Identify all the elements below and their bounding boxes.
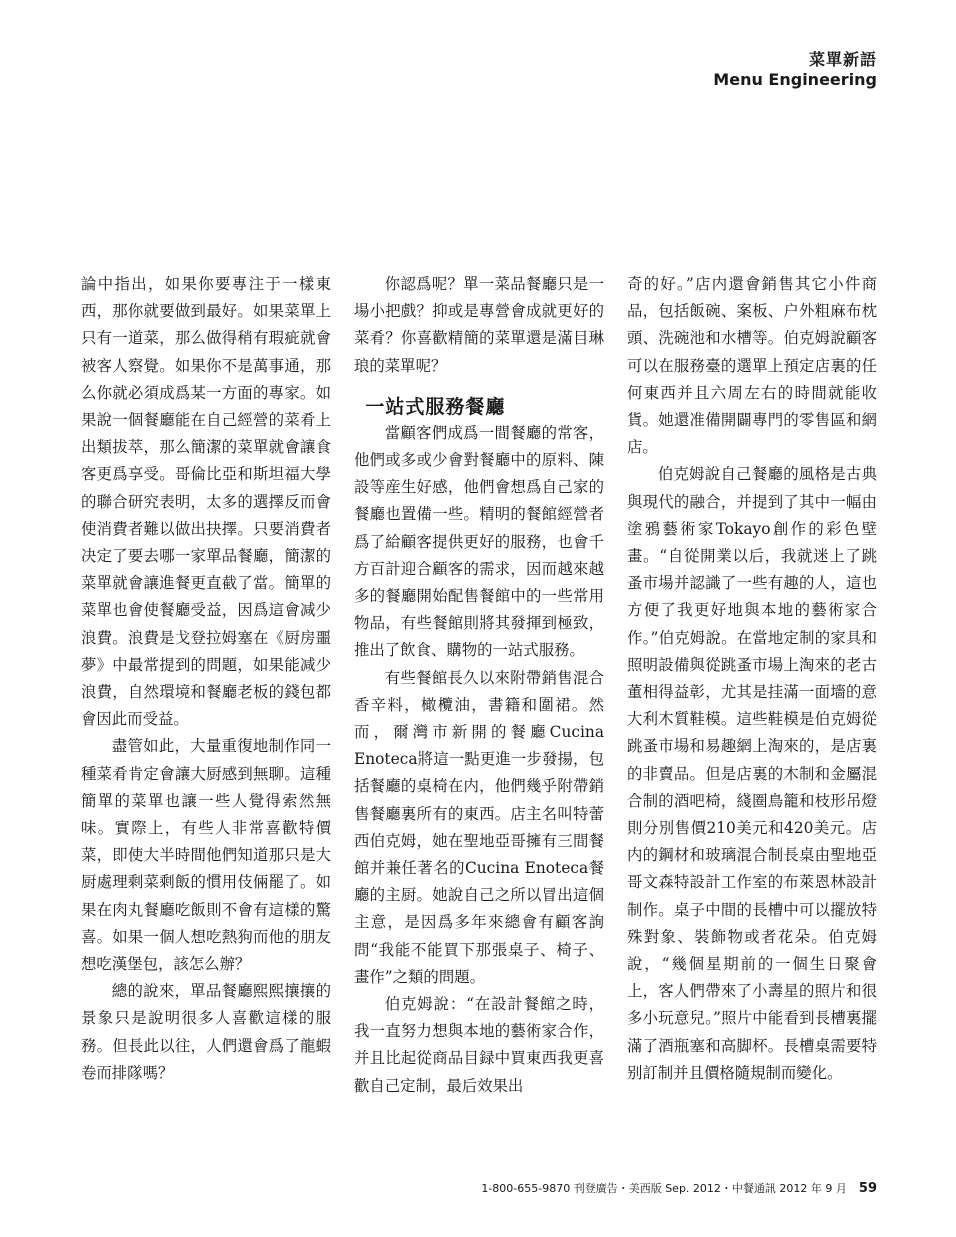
- paragraph: 論中指出，如果你要專注于一樣東西，那你就要做到最好。如果菜單上只有一道菜，那么做得稍有瑕疵就會被客人察覺。如果你不是萬事通，那么你就必須成爲某一方面的專家。如果說一個餐廳能在自己經營的菜肴上出類拔萃，那么簡潔的菜單就會讓食客更爲享受。哥倫比亞和斯坦福大學的聯合研究表明，太多的選擇反而會使消費者難以做出抉擇。只要消費者决定了要去哪一家單品餐廳，簡潔的菜單就會讓進餐更直截了當。簡單的菜單也會使餐廳受益，因爲這會减少浪費。浪費是戈登拉姆塞在《厨房噩夢》中最常提到的問題，如果能减少浪費，自然環境和餐廳老板的錢包都會因此而受益。: [81, 275, 331, 729]
- paragraph: 總的說來，單品餐廳熙熙攘攘的景象只是說明很多人喜歡這樣的服務。但長此以往，人們還會爲了龍蝦卷而排隊嗎？: [81, 982, 331, 1082]
- footer-text: 1-800-655-9870 刊登廣告・美西版 Sep. 2012・中餐通訊 2012 年 9 月: [481, 1182, 847, 1195]
- page-number: 59: [858, 1181, 877, 1196]
- paragraph: 奇的好。”店内還會銷售其它小件商品，包括飯碗、案板、户外粗麻布枕頭、洗碗池和水槽等。伯克姆說顧客可以在服務臺的選單上預定店裏的任何東西并且六周左右的時間就能收貨。她還准備開闢專門的零售區和網店。: [627, 275, 877, 457]
- section-heading: 一站式服務餐廳: [365, 395, 506, 418]
- page-footer: [481, 1181, 877, 1197]
- article-column-1: [81, 271, 331, 1087]
- paragraph: 盡管如此，大量重復地制作同一種菜肴肯定會讓大厨感到無聊。這種簡單的菜單也讓一些人覺得索然無味。實際上，有些人非常喜歡特價菜，即使大半時間他們知道那只是大厨處理剩菜剩飯的慣用伎倆罷了。如果在肉丸餐廳吃飯則不會有這樣的驚喜。如果一個人想吃熱狗而他的朋友想吃漢堡包，該怎么辦？: [81, 737, 331, 974]
- paragraph: 伯克姆說自己餐廳的風格是古典與現代的融合，并提到了其中一幅由塗鴉藝術家Tokayo創作的彩色壁畫。“自從開業以后，我就迷上了跳蚤市場并認識了一些有趣的人，這也方便了我更好地與本地的藝術家合作。”伯克姆說。在當地定制的家具和照明設備與從跳蚤市場上淘來的老古董相得益彰，尤其是挂滿一面墻的意大利木質鞋模。這些鞋模是伯克姆從跳蚤市場和易趣網上淘來的，是店裏的非賣品。但是店裏的木制和金屬混合制的酒吧椅，綫圈鳥籠和枝形吊燈則分別售價210美元和420美元。店内的鋼材和玻璃混合制長桌由聖地亞哥文森特設計工作室的布萊恩林設計制作。桌子中間的長槽中可以擺放特殊對象、裝飾物或者花朵。伯克姆說，“幾個星期前的一個生日聚會上，客人們帶來了小壽星的照片和很多小玩意兒。”照片中能看到長槽裏擺滿了酒瓶塞和高脚杯。長槽桌需要特别訂制并且價格隨規制而變化。: [627, 465, 877, 1082]
- paragraph: 有些餐館長久以來附帶銷售混合香辛料，橄欖油，書籍和圍裙。然而，爾灣市新開的餐廳Cucina Enoteca將這一點更進一步發揚，包括餐廳的桌椅在内，他們幾乎附帶銷售餐廳裏所有的東西。店主名叫特蕾西伯克姆，她在聖地亞哥擁有三間餐館并兼任著名的Cucina Enoteca餐廳的主厨。她說自己之所以冒出這個主意，是因爲多年來總會有顧客詢問“我能不能買下那張桌子、椅子、畫作”之類的問題。: [354, 668, 604, 986]
- section-title-en: Menu Engineering: [713, 70, 877, 89]
- paragraph: 當顧客們成爲一間餐廳的常客，他們或多或少會對餐廳中的原料、陳設等産生好感，他們會想爲自己家的餐廳也置備一些。精明的餐館經營者爲了給顧客提供更好的服務，也會千方百計迎合顧客的需求，因而越來越多的餐廳開始配售餐館中的一些常用物品，有些餐館則將其發揮到極致，推出了飲食、購物的一站式服務。: [354, 423, 604, 660]
- article-column-3: [627, 271, 877, 1087]
- paragraph: 伯克姆說：“在設計餐館之時，我一直努力想與本地的藝術家合作，并且比起從商品目録中買東西我更喜歡自己定制，最后效果出: [354, 995, 604, 1095]
- section-header: [713, 50, 877, 90]
- section-title-zh: 菜單新語: [808, 50, 877, 69]
- paragraph: 你認爲呢？單一菜品餐廳只是一場小把戲？抑或是專營會成就更好的菜肴？你喜歡精簡的菜單還是滿目琳琅的菜單呢？: [354, 275, 604, 375]
- article-column-2: [354, 271, 604, 1100]
